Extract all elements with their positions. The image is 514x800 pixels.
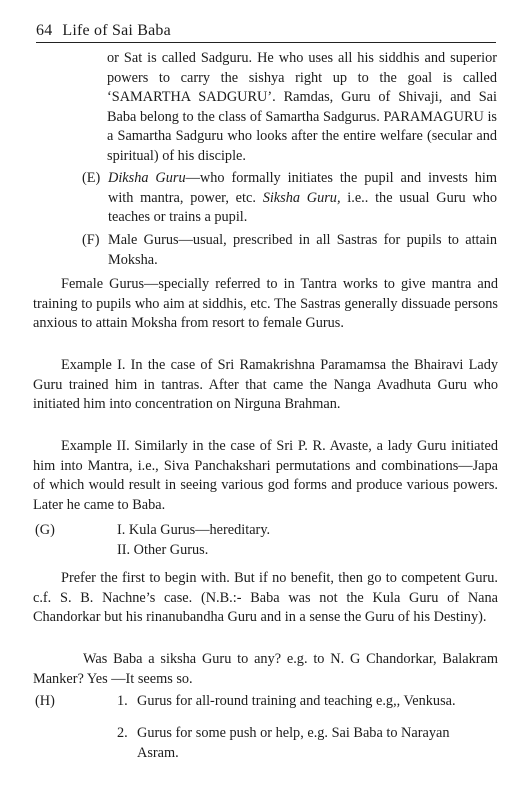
prefer-text: Prefer the first to begin with. But if no benefit, then go to competent Guru. c.f. S. B. Nachne’s case. (N.B.:- Baba was not the Kula Guru of Nana Chandorkar but his rinanubandha Guru and in a sense the Guru of his Destiny). xyxy=(33,570,498,626)
item-g-line-1: I. Kula Gurus—hereditary. xyxy=(117,522,271,538)
female-gurus-paragraph xyxy=(33,275,498,334)
item-h-1-number: 1. xyxy=(117,693,128,709)
running-header xyxy=(36,22,496,43)
example-2-text: Example II. Similarly in the case of Sri P. R. Avaste, a lady Guru initiated him into Mantra, i.e., Siva Panchakshari permutations and combinations—Japa of which would result in seeing various god forms and produce various powers. Later he came to Baba. xyxy=(33,438,498,513)
item-h-2-continuation: Asram. xyxy=(137,744,179,761)
item-e-label: (E) xyxy=(82,170,101,186)
item-e-text-1: —who formally initiates the pupil and invests him with mantra, power, etc. xyxy=(108,170,497,206)
item-f-body: Male Gurus—usual, prescribed in all Sastras for pupils to attain Moksha. xyxy=(108,232,497,268)
example-2-paragraph xyxy=(33,437,498,515)
female-gurus-text: Female Gurus—specially referred to in Tantra works to give mantra and training to pupils who aim at siddhis, etc. The Sastras generally dissuade persons anxious to attain Moksha from resort to female Gurus. xyxy=(33,276,498,332)
item-h-2 xyxy=(117,724,487,763)
item-h-label: (H) xyxy=(35,693,55,709)
item-f-text xyxy=(108,231,497,270)
item-h-2-number: 2. xyxy=(117,725,128,741)
item-g-label: (G) xyxy=(35,522,55,538)
item-h-1-text: Gurus for all-round training and teaching e.g,, Venkusa. xyxy=(137,693,456,709)
term-siksha-guru: Siksha Guru, xyxy=(262,189,341,206)
example-1-paragraph xyxy=(33,356,498,415)
item-h-1 xyxy=(117,692,497,712)
item-e-text xyxy=(108,169,497,228)
page-number: 64 xyxy=(36,22,53,39)
example-1-text: Example I. In the case of Sri Ramakrishna Paramamsa the Bhairavi Lady Guru trained him in tantras. After that came the Nanga Avadhuta Guru who initiated him into concentration on Nirguna Brahman. xyxy=(33,357,498,413)
question-paragraph xyxy=(33,650,498,689)
item-e-text-2: i.e.. the usual Guru who teaches or trains a pupil. xyxy=(108,189,497,226)
question-text: Was Baba a siksha Guru to any? e.g. to N. G Chandorkar, Balakram Manker? Yes —It seems so. xyxy=(33,651,498,687)
prefer-paragraph xyxy=(33,569,498,628)
running-title: Life of Sai Baba xyxy=(62,22,171,39)
item-h-2-text: Gurus for some push or help, e.g. Sai Baba to Narayan xyxy=(137,725,450,741)
term-diksha-guru: Diksha Guru xyxy=(108,170,186,186)
intro-paragraph xyxy=(107,49,497,167)
intro-text: or Sat is called Sadguru. He who uses all his siddhis and superior powers to carry the sishya right up to the goal is called ‘SAMARTHA SADGURU’. Ramdas, Guru of Shivaji, and Sai Baba belong to the class of Samartha Sadgurus. PARAMAGURU is a Samartha Sadguru who looks after the entire welfare (secular and spiritual) of his disciple. xyxy=(107,50,497,164)
item-g-line-2: II. Other Gurus. xyxy=(117,542,209,558)
item-f-label: (F) xyxy=(82,232,100,248)
